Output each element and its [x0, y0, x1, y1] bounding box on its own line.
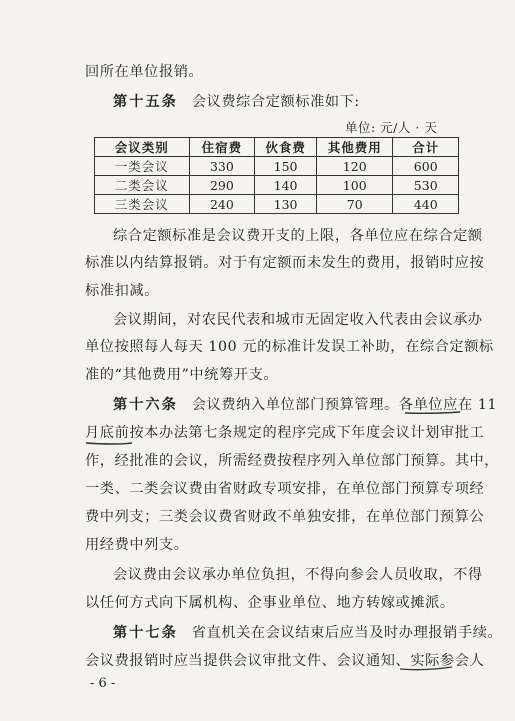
text-line: 综合定额标准是会议费开支的上限，各单位应在综合定额 — [113, 228, 483, 244]
article-text: 会议费纳入单位部门预算管理。各单位应在 11 — [191, 397, 498, 413]
article-text: 会议费综合定额标准如下: — [191, 94, 360, 110]
text-line: 会议费报销时应当提供会议审批文件、会议通知、实际参会人 — [85, 653, 485, 669]
col-header: 住宿费 — [189, 138, 255, 157]
text-line: 费中列支；三类会议费省财政不单独安排，在单位部门预算公 — [85, 509, 485, 525]
article-text: 省直机关在会议结束后应当及时办理报销手续。 — [191, 625, 503, 641]
table-cell: 530 — [393, 176, 459, 195]
col-header: 其他费用 — [317, 138, 393, 157]
text-line: 作，经批准的会议，所需经费按程序列入单位部门预算。其中， — [85, 453, 500, 469]
table-cell: 600 — [393, 157, 459, 176]
text-line: 会议期间，对农民代表和城市无固定收入代表由会议承办 — [113, 312, 483, 328]
text-line: 一类、二类会议费由省财政专项安排，在单位部门预算专项经 — [85, 481, 485, 497]
text-line: 标准以内结算报销。对于有定额而未发生的费用，报销时应按 — [85, 255, 485, 271]
table-cell: 一类会议 — [95, 157, 190, 176]
table-cell: 150 — [255, 157, 317, 176]
col-header: 会议类别 — [95, 138, 190, 157]
table-cell: 290 — [189, 176, 255, 195]
page-number: - 6 - — [90, 676, 116, 691]
text-line: 用经费中列支。 — [85, 537, 189, 553]
col-header: 伙食费 — [255, 138, 317, 157]
text-line: 月底前按本办法第七条规定的程序完成下年度会议计划审批工 — [85, 425, 485, 441]
article-label: 第十六条 — [113, 397, 178, 413]
table-cell: 100 — [317, 176, 393, 195]
text-line: 单位按照每人每天 100 元的标准计发误工补助，在综合定额标 — [85, 339, 494, 355]
col-header: 合计 — [393, 138, 459, 157]
table-cell: 240 — [189, 195, 255, 214]
article-label: 第十七条 — [113, 625, 178, 641]
table-cell: 130 — [255, 195, 317, 214]
table-cell: 二类会议 — [95, 176, 190, 195]
table-cell: 三类会议 — [95, 195, 190, 214]
table-cell: 70 — [317, 195, 393, 214]
text-line: 回所在单位报销。 — [85, 64, 204, 80]
unit-label: 单位: 元/人 · 天 — [345, 120, 438, 135]
table-cell: 330 — [189, 157, 255, 176]
text-line: 准的“其他费用”中统筹开支。 — [85, 367, 279, 383]
text-line: 标准扣减。 — [85, 283, 159, 299]
table-cell: 120 — [317, 157, 393, 176]
text-line: 以任何方式向下属机构、企事业单位、地方转嫁或摊派。 — [85, 595, 455, 611]
article-label: 第十五条 — [113, 94, 178, 110]
table-cell: 140 — [255, 176, 317, 195]
text-line: 会议费由会议承办单位负担，不得向参会人员收取，不得 — [113, 567, 483, 583]
table-cell: 440 — [393, 195, 459, 214]
